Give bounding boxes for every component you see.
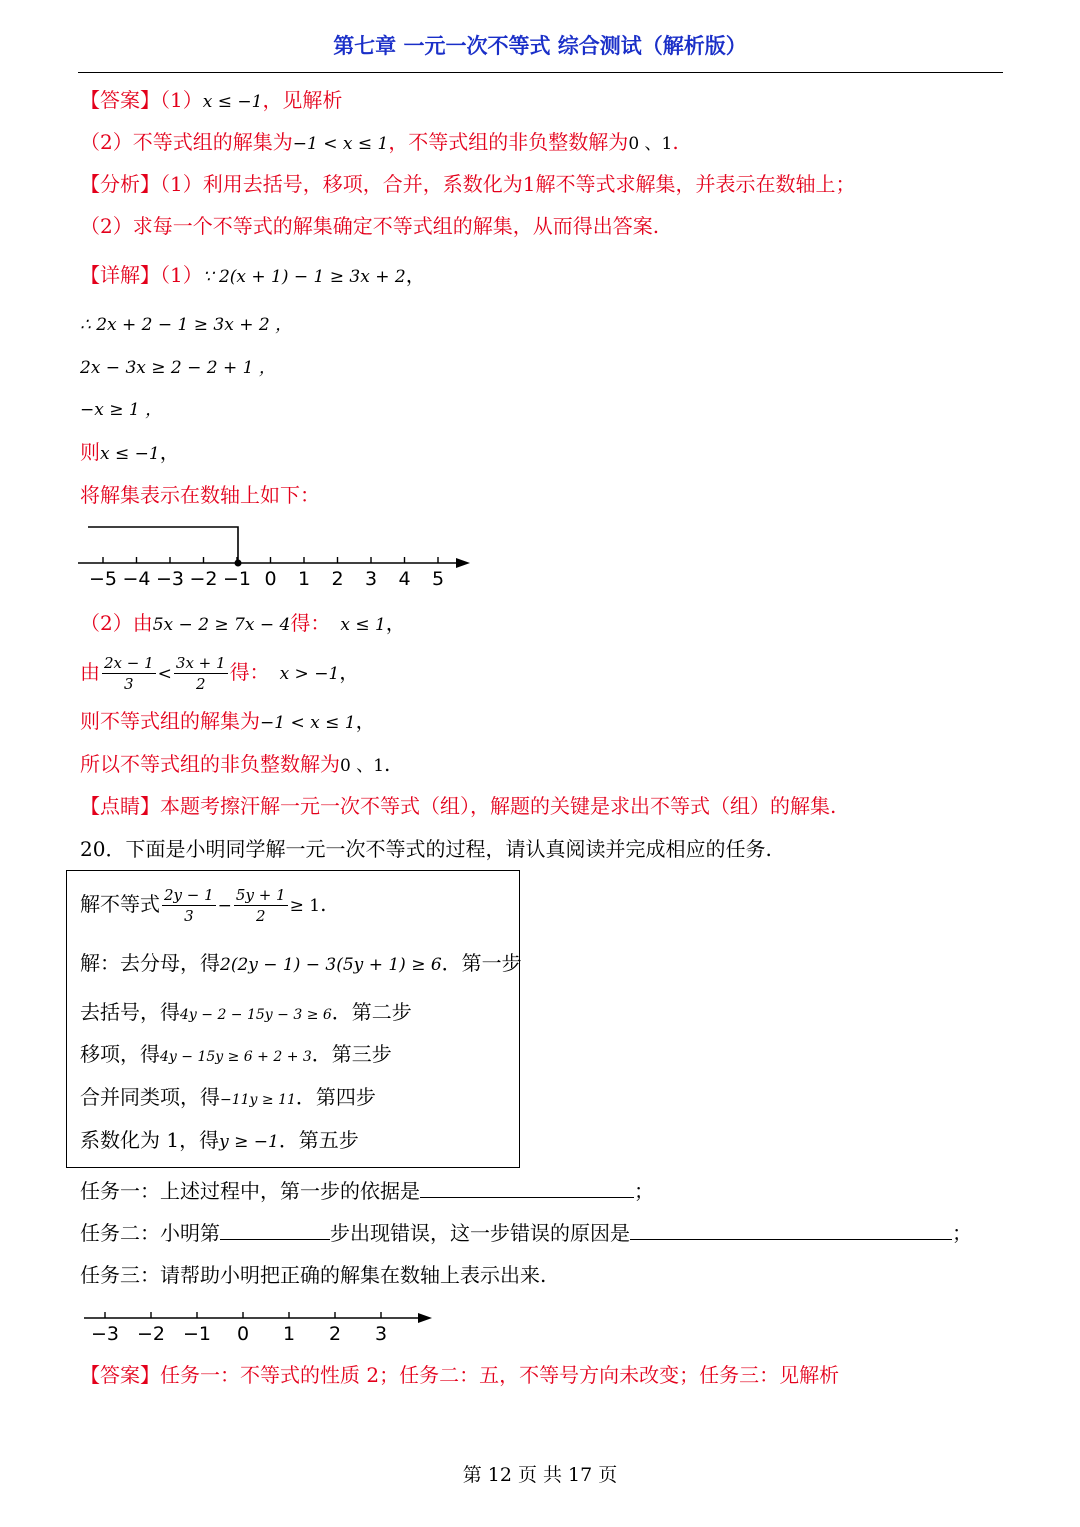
fraction-2	[174, 653, 228, 694]
answer-part2-math: −1 < x ≤ 1	[292, 134, 389, 154]
axis-tick-label: −1	[182, 1323, 212, 1345]
box-step-5	[80, 1126, 359, 1156]
detail-nonneg-values: 0 、1	[340, 756, 385, 776]
header-divider	[78, 72, 1003, 73]
box-step-3-math: 4y − 15y ≥ 6 + 2 + 3	[160, 1049, 312, 1065]
axis-tick-label: 3	[374, 1323, 388, 1345]
detail-set-math: −1 < x ≤ 1	[260, 713, 356, 733]
box-line-1	[80, 882, 326, 928]
answer-line-1	[80, 86, 342, 116]
detail-part2-prefix: （2）由	[80, 611, 153, 635]
detail-fraction-end: ，	[339, 660, 360, 684]
answer-20-tag: 【答案】	[80, 1363, 160, 1387]
axis-tick-label: 2	[328, 1323, 342, 1345]
detail-set-end: ，	[355, 709, 376, 733]
axis-tick-label: 0	[236, 1323, 250, 1345]
detail-line-1	[80, 261, 426, 291]
detail-part1-prefix: （1）	[160, 263, 203, 287]
detail-then-math: x ≤ −1	[100, 444, 160, 464]
axis-tick-label: 1	[297, 568, 311, 590]
detail-fraction-get: 得：	[229, 660, 270, 684]
axis-tick-label: −3	[155, 568, 185, 590]
box-step-2-math: 4y − 2 − 15y − 3 ≥ 6	[180, 1007, 332, 1023]
detail-nonneg-end: .	[384, 752, 391, 776]
axis-arrow-icon	[456, 558, 470, 568]
detail-part2-inequality: 5x − 2 ≥ 7x − 4	[152, 615, 291, 635]
detail-first-inequality: ∵ 2(x + 1) − 1 ≥ 3x + 2	[202, 267, 406, 287]
analysis-line-2: （2）求每一个不等式的解集确定不等式组的解集，从而得出答案.	[80, 214, 660, 238]
answer-part2-end: .	[672, 130, 679, 154]
answer-20-line	[80, 1361, 839, 1389]
detail-step-1: ∴ 2x + 2 − 1 ≥ 3x + 2 ，	[80, 315, 293, 335]
axis-tick-label: 4	[398, 568, 411, 590]
box-step-1	[80, 949, 522, 979]
page-header-title: 第七章 一元一次不等式 综合测试（解析版）	[333, 34, 747, 58]
detail-part2-result: x ≤ 1	[340, 615, 386, 635]
axis-tick-label: −2	[189, 568, 218, 590]
box-step-4-label: ．第四步	[295, 1085, 376, 1109]
answer-line-2	[80, 128, 679, 158]
detail-then-word: 则	[80, 440, 100, 464]
number-line-task-3	[80, 1300, 440, 1348]
box-step-2-text: 去括号，得	[80, 1000, 180, 1024]
fraction-operator: <	[157, 664, 172, 684]
detail-step-4	[80, 438, 180, 468]
task-2-text-2: 步出现错误，这一步错误的原因是	[330, 1221, 630, 1245]
box-step-1-label: ．第一步	[441, 951, 522, 975]
answer-part2-prefix: （2）不等式组的解集为	[80, 130, 293, 154]
box-step-4-text: 合并同类项，得	[80, 1085, 220, 1109]
box-step-1-text: 解：去分母，得	[80, 951, 220, 975]
box-fraction-1-numerator: 2y − 1	[164, 886, 214, 904]
detail-then-end: ，	[159, 440, 180, 464]
comment-tag: 【点睛】	[80, 794, 160, 818]
axis-tick-label: −4	[122, 568, 151, 590]
axis-tick-label: −2	[136, 1323, 166, 1345]
axis-tick-label: 5	[431, 568, 445, 590]
detail-fraction-you: 由	[80, 660, 100, 684]
detail-step-2: 2x − 3x ≥ 2 − 2 + 1 ，	[80, 358, 276, 378]
task-1-blank[interactable]	[420, 1177, 634, 1198]
task-1-end: ；	[634, 1179, 654, 1203]
detail-part2-end: ，	[385, 611, 406, 635]
box-l1-rhs: ≥ 1	[289, 896, 321, 916]
box-step-3-text: 移项，得	[80, 1042, 160, 1066]
box-step-4	[80, 1083, 376, 1114]
box-step-5-label: ．第五步	[278, 1128, 359, 1152]
box-fraction-1	[162, 885, 216, 926]
task-3: 任务三：请帮助小明把正确的解集在数轴上表示出来.	[80, 1263, 547, 1287]
box-step-2	[80, 998, 412, 1029]
answer-part1-suffix: ，见解析	[262, 88, 343, 112]
answer-part1-math: x ≤ −1	[202, 92, 263, 112]
box-step-5-math: y ≥ −1	[219, 1132, 279, 1152]
detail-fraction-line	[80, 650, 359, 696]
detail-tag: 【详解】	[80, 263, 160, 287]
answer-part2-mid: ，不等式组的非负整数解为	[388, 130, 629, 154]
fraction-2-denominator: 2	[195, 675, 206, 693]
page-footer: 第 12 页 共 17 页	[462, 1464, 618, 1486]
task-1	[80, 1177, 654, 1205]
axis-tick-label: −3	[90, 1323, 120, 1345]
task-2-text-1: 任务二：小明第	[80, 1221, 220, 1245]
answer-tag: 【答案】	[80, 88, 160, 112]
question-20-stem: 20．下面是小明同学解一元一次不等式的过程，请认真阅读并完成相应的任务.	[80, 837, 772, 861]
analysis-tag: 【分析】	[80, 172, 160, 196]
fraction-1-numerator: 2x − 1	[104, 654, 154, 672]
comment-line	[80, 792, 836, 820]
number-line-solution-19	[70, 515, 490, 595]
axis-tick-label: −1	[222, 568, 252, 590]
axis-tick-label: −5	[88, 568, 118, 590]
axis-arrow-icon	[418, 1313, 432, 1323]
detail-solution-set-line	[80, 707, 376, 737]
box-step-1-math: 2(2y − 1) − 3(5y + 1) ≥ 6	[220, 955, 442, 975]
box-fraction-2-denominator: 2	[255, 907, 266, 925]
detail-nonneg-line	[80, 750, 390, 780]
numberline-caption: 将解集表示在数轴上如下：	[80, 483, 320, 507]
comment-text: 本题考擦汗解一元一次不等式（组），解题的关键是求出不等式（组）的解集.	[160, 794, 837, 818]
box-l1-end: .	[320, 892, 327, 916]
fraction-1	[102, 653, 156, 694]
box-fraction-2-numerator: 5y + 1	[235, 886, 286, 904]
detail-set-prefix: 则不等式组的解集为	[80, 709, 260, 733]
axis-tick-label: 3	[364, 568, 378, 590]
axis-tick-label: 0	[264, 568, 277, 590]
task-1-text: 任务一：上述过程中，第一步的依据是	[80, 1179, 420, 1203]
detail-part2-get: 得：	[290, 611, 331, 635]
box-l1-minus: −	[217, 896, 232, 916]
answer-part2-values: 0 、1	[628, 134, 673, 154]
box-step-3-label: ．第三步	[311, 1042, 392, 1066]
box-l1-prefix: 解不等式	[80, 892, 160, 916]
answer-part1-prefix: （1）	[160, 88, 203, 112]
box-step-3	[80, 1040, 392, 1071]
analysis-line-1	[80, 170, 855, 198]
analysis-text-1: （1）利用去括号，移项，合并，系数化为1解不等式求解集，并表示在数轴上；	[160, 172, 856, 196]
detail-nonneg-prefix: 所以不等式组的非负整数解为	[80, 752, 340, 776]
detail-first-end: ，	[405, 263, 426, 287]
task-2-blank-reason[interactable]	[630, 1219, 952, 1240]
task-2-end: ；	[952, 1221, 972, 1245]
fraction-2-numerator: 3x + 1	[175, 654, 226, 672]
box-fraction-2	[234, 885, 288, 926]
box-step-4-math: −11y ≥ 11	[220, 1092, 296, 1108]
task-2-blank-step[interactable]	[220, 1219, 330, 1240]
detail-part2-line-1	[80, 609, 406, 639]
task-2	[80, 1219, 972, 1247]
answer-20-text: 任务一：不等式的性质 2；任务二：五，不等号方向未改变；任务三：见解析	[160, 1363, 840, 1387]
box-fraction-1-denominator: 3	[184, 907, 194, 925]
solution-range-bracket	[88, 527, 238, 563]
detail-step-3: −x ≥ 1 ，	[80, 400, 163, 420]
detail-fraction-result: x > −1	[279, 664, 340, 684]
fraction-1-denominator: 3	[124, 675, 134, 693]
axis-tick-label: 1	[282, 1323, 296, 1345]
axis-tick-label: 2	[331, 568, 344, 590]
box-step-5-text: 系数化为 1，得	[80, 1128, 220, 1152]
box-step-2-label: ．第二步	[331, 1000, 412, 1024]
